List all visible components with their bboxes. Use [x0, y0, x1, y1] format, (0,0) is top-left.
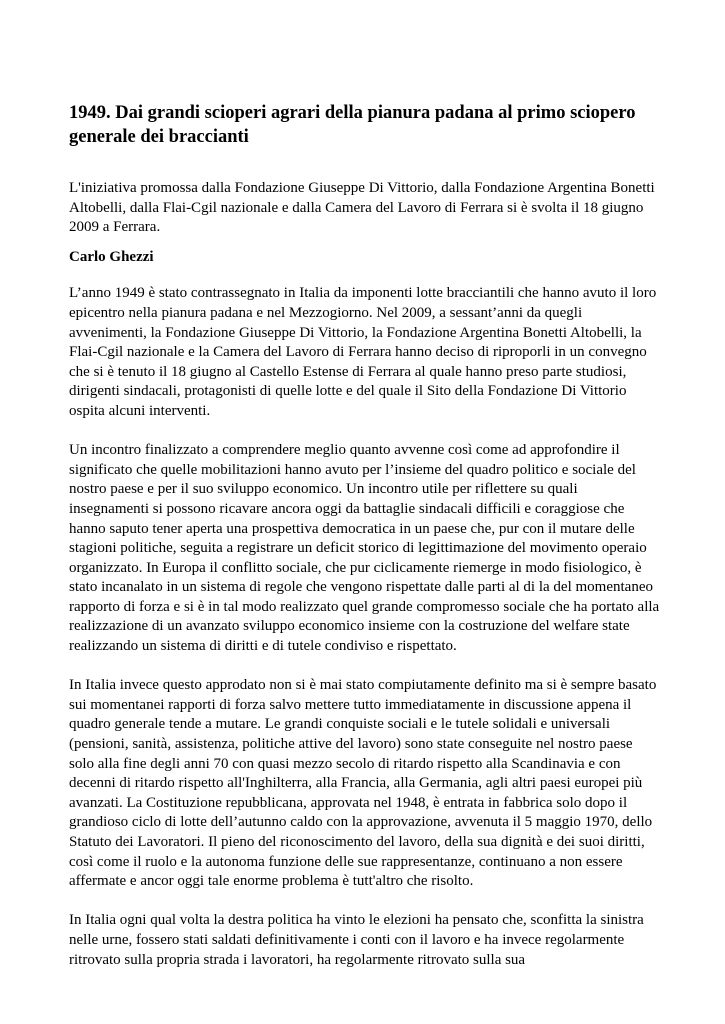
body-paragraph: L’anno 1949 è stato contrassegnato in Italia da imponenti lotte bracciantili che hanno avuto il loro epicentro nella pianura padana e nel Mezzogiorno. Nel 2009, a sessant’anni da quegli avvenimenti, la Fondazione Giuseppe Di Vittorio, la Fondazione Argentina Bonetti Altobelli, la Flai-Cgil nazionale e la Camera del Lavoro di Ferrara hanno deciso di riproporli in un convegno che si è tenuto il 18 giugno al Castello Estense di Ferrara al quale hanno preso parte studiosi, dirigenti sindacali, protagonisti di quelle lotte e del quale il Sito della Fondazione Di Vittorio ospita alcuni interventi. [69, 285, 657, 419]
document-page [69, 101, 661, 970]
article-body [69, 284, 661, 970]
body-paragraph: In Italia invece questo approdato non si è mai stato compiutamente definito ma si è sempre basato sui momentanei rapporti di forza salvo mettere tutto immediatamente in discussione appena il quadro generale tende a mutare. Le grandi conquiste sociali e le tutele solidali e universali (pensioni, sanità, assistenza, politiche attive del lavoro) sono state conseguite nel nostro paese solo alla fine degli anni 70 con quasi mezzo secolo di ritardo rispetto alla Scandinavia e con decenni di ritardo rispetto all'Inghilterra, alla Francia, alla Germania, agli altri paesi europei più avanzati. La Costituzione repubblicana, approvata nel 1948, è entrata in fabbrica solo dopo il grandioso ciclo di lotte dell’autunno caldo con la approvazione, avvenuta il 5 maggio 1970, dello Statuto dei Lavoratori. Il pieno del riconoscimento del lavoro, della sua dignità e dei suoi diritti, così come il ruolo e la autonoma funzione delle sue rappresentanze, continuano a non essere affermate e ancor oggi tale enorme problema è tutt'altro che risolto. [69, 677, 657, 890]
body-paragraph: In Italia ogni qual volta la destra politica ha vinto le elezioni ha pensato che, sconfitta la sinistra nelle urne, fossero stati saldati definitivamente i conti con il lavoro e ha invece regolarmente ritrovato sulla propria strada i lavoratori, ha regolarmente ritrovato sulla sua [69, 912, 644, 968]
intro-paragraph: L'iniziativa promossa dalla Fondazione Giuseppe Di Vittorio, dalla Fondazione Argentina Bonetti Altobelli, dalla Flai-Cgil nazionale e dalla Camera del Lavoro di Ferrara si è svolta il 18 giugno 2009 a Ferrara. [69, 180, 655, 236]
body-paragraph: Un incontro finalizzato a comprendere meglio quanto avvenne così come ad approfondire il significato che quelle mobilitazioni hanno avuto per l’insieme del quadro politico e sociale del nostro paese e per il suo sviluppo economico. Un incontro utile per riflettere su quali insegnamenti si possono ricavare ancora oggi da battaglie sindacali difficili e coraggiose che hanno saputo tener aperta una prospettiva democratica in un paese che, pur con il mutare delle stagioni politiche, seguita a registrare un deficit storico di legittimazione del movimento operaio organizzato. In Europa il conflitto sociale, che pur ciclicamente riemerge in modo fisiologico, è stato incanalato in un sistema di regole che vengono rispettate dalle parti al di la del momentaneo rapporto di forza e si è in tal modo realizzato quel grande compromesso sociale che ha portato alla realizzazione di un avanzato sviluppo economico insieme con la costruzione del welfare state realizzando un sistema di diritti e di tutele condiviso e rispettato. [69, 442, 660, 655]
author-name: Carlo Ghezzi [69, 248, 154, 265]
document-title: 1949. Dai grandi scioperi agrari della pianura padana al primo sciopero generale dei braccianti [69, 103, 636, 147]
